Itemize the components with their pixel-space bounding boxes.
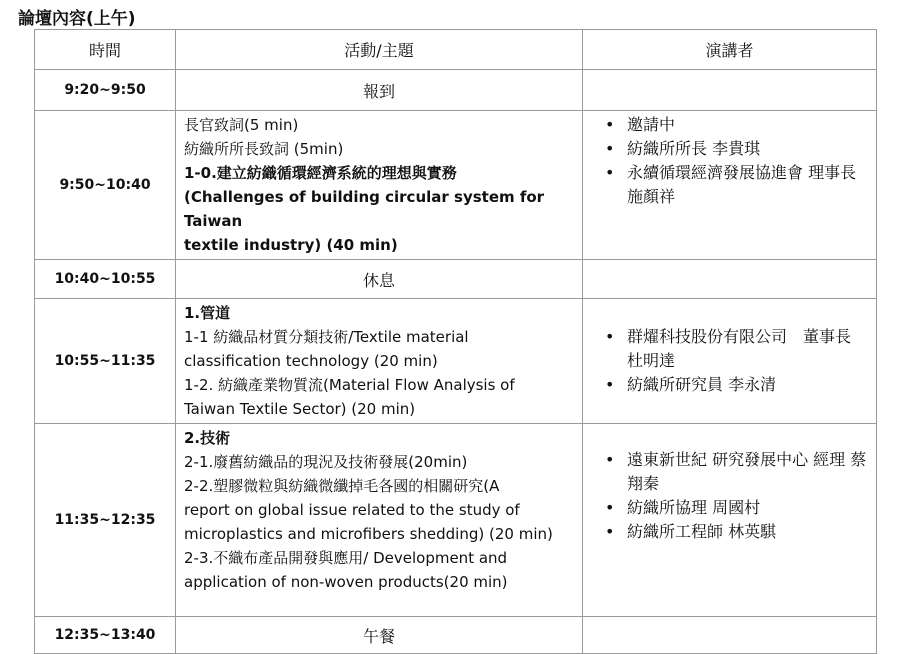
speaker-cell	[583, 617, 877, 654]
speaker-item: • 紡織所所長 李貴琪	[583, 137, 876, 161]
topic-heading: 1.管道	[184, 304, 231, 322]
header-row	[35, 30, 877, 70]
time-cell: 12:35~13:40	[35, 617, 176, 654]
table-row	[35, 111, 877, 260]
header-time: 時間	[35, 30, 176, 70]
topic-cell	[176, 111, 583, 260]
topic-line: report on global issue related to the study of	[184, 501, 520, 519]
time-cell: 9:20~9:50	[35, 70, 176, 111]
table-row	[35, 617, 877, 654]
speaker-cell	[583, 299, 877, 424]
time-cell: 10:55~11:35	[35, 299, 176, 424]
topic-line: microplastics and microfibers shedding) (20 min)	[184, 525, 553, 543]
speaker-list	[583, 448, 876, 544]
topic-cell: 休息	[176, 260, 583, 299]
speaker-item: • 紡織所工程師 林英騏	[583, 520, 876, 544]
topic-cell: 報到	[176, 70, 583, 111]
topic-line: 1-0.建立紡織循環經濟系統的理想與實務	[184, 164, 457, 182]
topic-line: 紡織所所長致詞 (5min)	[184, 140, 344, 158]
speaker-item: • 永續循環經濟發展協進會 理事長 施顏祥	[583, 161, 876, 209]
topic-line: 2-1.廢舊紡織品的現況及技術發展(20min)	[184, 453, 468, 471]
topic-line: textile industry) (40 min)	[184, 236, 398, 254]
speaker-cell	[583, 70, 877, 111]
table-row	[35, 70, 877, 111]
topic-line: (Challenges of building circular system for Taiwan	[184, 188, 545, 230]
speaker-item: • 遠東新世紀 研究發展中心 經理 蔡翔秦	[583, 448, 876, 496]
speaker-list	[583, 325, 876, 397]
topic-line: classification technology (20 min)	[184, 352, 438, 370]
topic-line: 長官致詞(5 min)	[184, 116, 299, 134]
time-cell: 11:35~12:35	[35, 424, 176, 617]
table-row	[35, 260, 877, 299]
topic-line: 2-2.塑膠微粒與紡織微纖掉毛各國的相關研究(A	[184, 477, 500, 495]
time-cell: 9:50~10:40	[35, 111, 176, 260]
topic-line: 1-2. 紡織產業物質流(Material Flow Analysis of	[184, 376, 515, 394]
header-topic: 活動/主題	[176, 30, 583, 70]
speaker-list	[583, 113, 876, 209]
speaker-item: • 群燿科技股份有限公司 董事長 杜明達	[583, 325, 876, 373]
agenda-table	[34, 29, 877, 654]
speaker-cell	[583, 260, 877, 299]
page-title: 論壇內容(上午)	[18, 9, 136, 29]
topic-cell: 午餐	[176, 617, 583, 654]
header-speaker: 演講者	[583, 30, 877, 70]
speaker-item: • 紡織所研究員 李永清	[583, 373, 876, 397]
topic-line: Taiwan Textile Sector) (20 min)	[184, 400, 416, 418]
speaker-item: • 紡織所協理 周國村	[583, 496, 876, 520]
topic-cell	[176, 299, 583, 424]
speaker-item: • 邀請中	[583, 113, 876, 137]
time-cell: 10:40~10:55	[35, 260, 176, 299]
topic-line: 2-3.不織布產品開發與應用/ Development and	[184, 549, 508, 567]
topic-heading: 2.技術	[184, 429, 231, 447]
topic-cell	[176, 424, 583, 617]
speaker-cell	[583, 424, 877, 617]
speaker-cell	[583, 111, 877, 260]
topic-line: 1-1 紡織品材質分類技術/Textile material	[184, 328, 469, 346]
table-row	[35, 424, 877, 617]
topic-line: application of non-woven products(20 min)	[184, 573, 508, 591]
table-row	[35, 299, 877, 424]
